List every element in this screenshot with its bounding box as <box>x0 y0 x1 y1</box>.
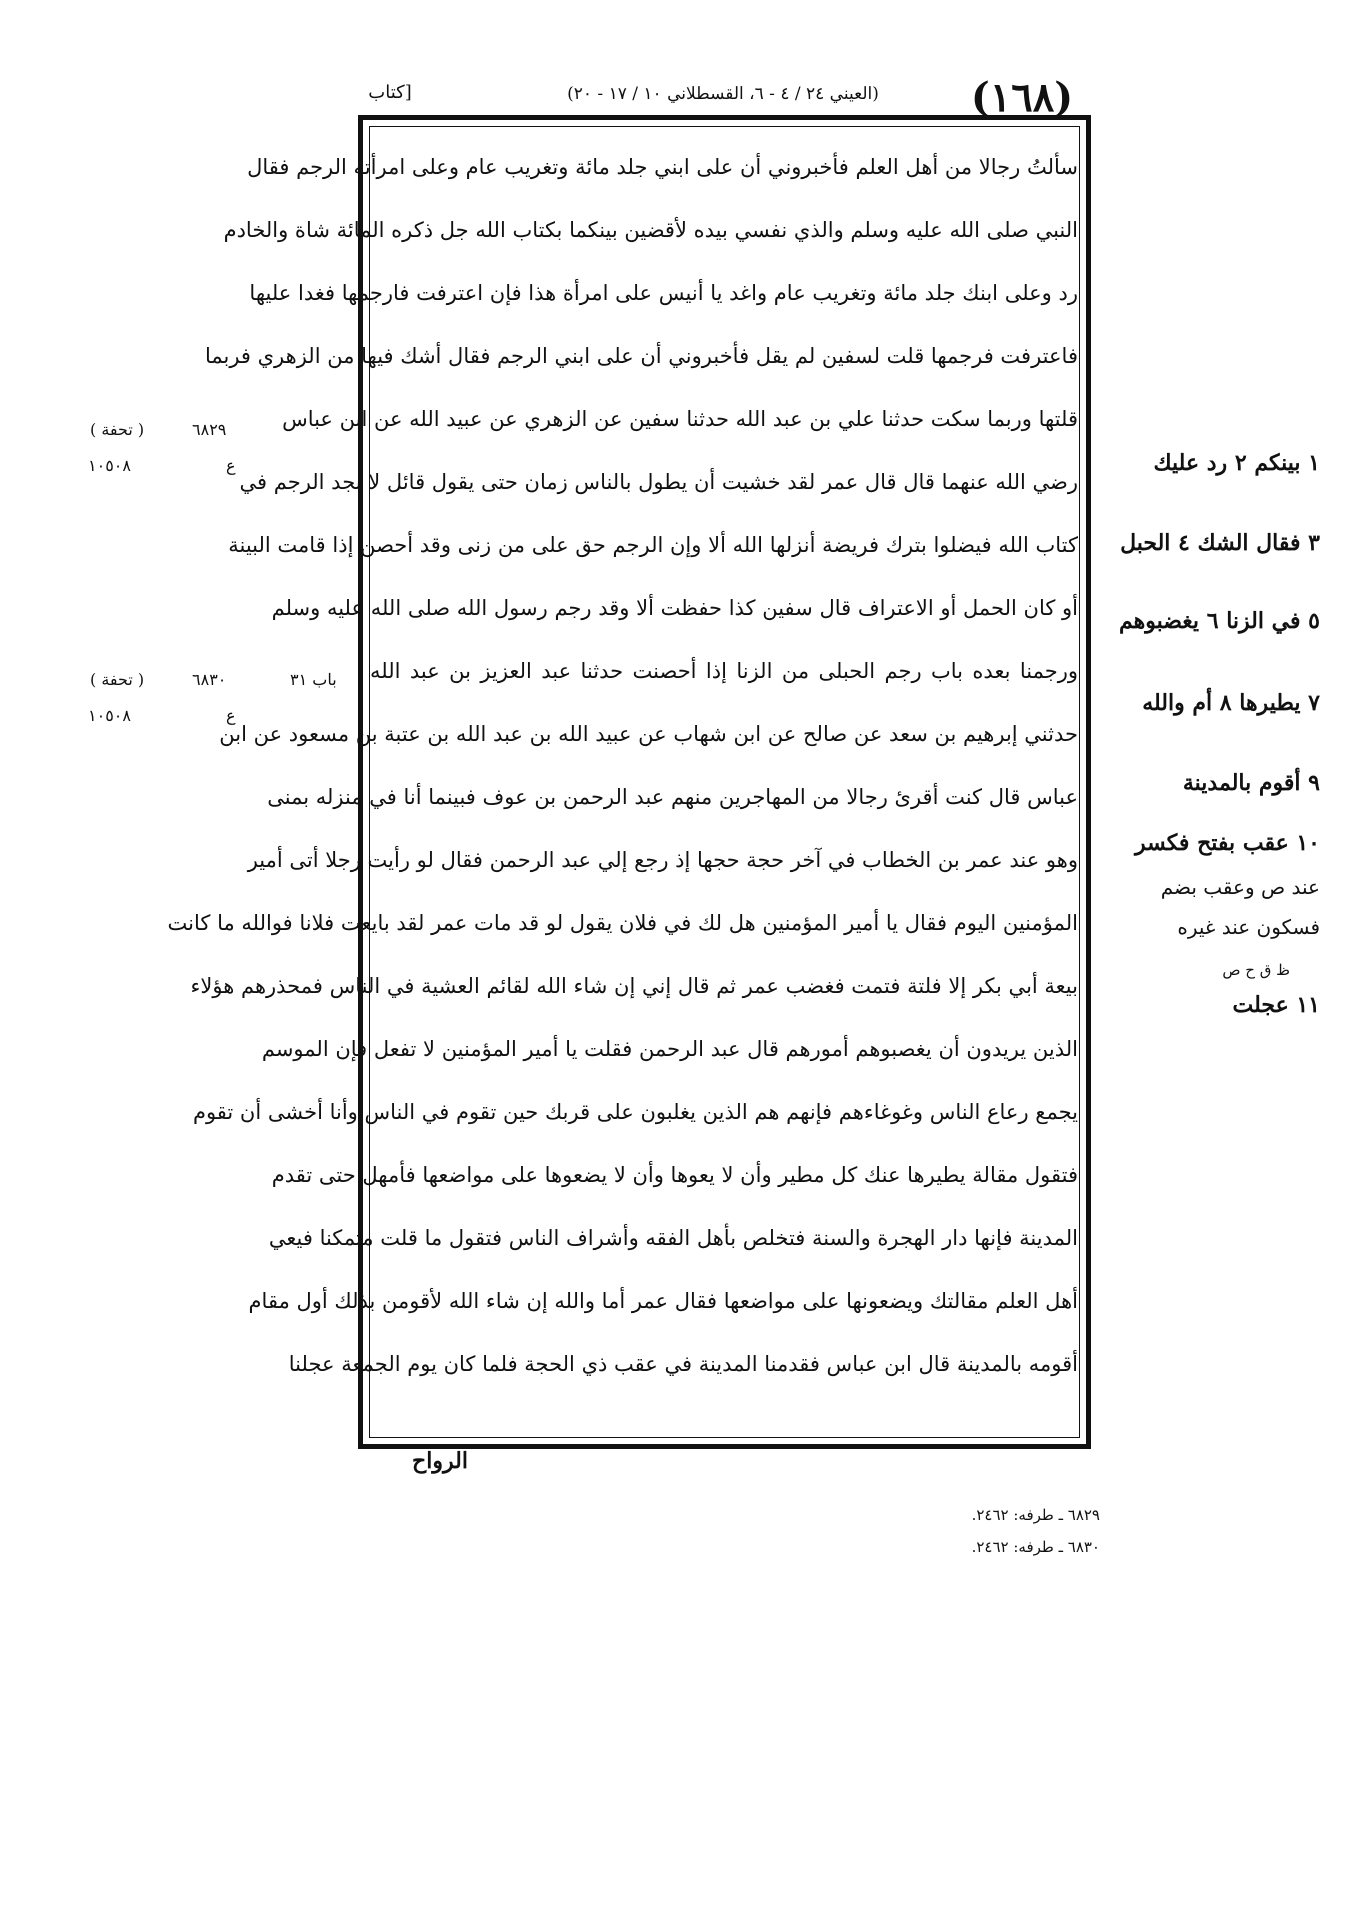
ayn-label: ع <box>226 706 236 725</box>
footnote: ٦٨٢٩ ـ طرفه: ٢٤٦٢. <box>971 1506 1100 1524</box>
text-line: قلتها وربما سكت حدثنا علي بن عبد الله حدثنا سفين عن الزهري عن عبيد الله عن ابن عباس <box>282 407 1078 431</box>
text-line: النبي صلى الله عليه وسلم والذي نفسي بيده لأقضين بينكما بكتاب الله جل ذكره المائة شاة والخادم <box>223 218 1078 242</box>
text-line: عباس قال كنت أقرئ رجالا من المهاجرين منهم عبد الرحمن بن عوف فبينما أنا في منزله بمنى <box>267 785 1078 809</box>
text-line: أو كان الحمل أو الاعتراف قال سفين كذا حفظت ألا وقد رجم رسول الله صلى الله عليه وسلم <box>271 596 1078 620</box>
margin-note: فسكون عند غيره <box>1177 915 1320 939</box>
margin-note: ٣ فقال الشك ٤ الحبل <box>1120 530 1320 556</box>
hadith-number: ٦٨٣٠ <box>192 670 227 689</box>
tuhfa-code: ١٠٥٠٨ <box>88 706 131 725</box>
text-line: يجمع رعاع الناس وغوغاءهم فإنهم هم الذين يغلبون على قربك حين تقوم في الناس وأنا أخشى أن تقوم <box>192 1100 1078 1124</box>
tuhfa-code: ١٠٥٠٨ <box>88 456 131 475</box>
margin-note: ١٠ عقب بفتح فكسر <box>1135 830 1320 856</box>
text-line: رضي الله عنهما قال قال عمر لقد خشيت أن يطول بالناس زمان حتى يقول قائل لا نجد الرجم في <box>239 470 1078 494</box>
text-line: أهل العلم مقالتك ويضعونها على مواضعها فقال عمر أما والله إن شاء الله لأقومن بذلك أول مقام <box>248 1289 1078 1313</box>
header-book-label: [كتاب <box>368 82 412 103</box>
text-line: سألتُ رجالا من أهل العلم فأخبروني أن على ابني جلد مائة وتغريب عام وعلى امرأته الرجم فقال <box>247 155 1078 179</box>
text-line: كتاب الله فيضلوا بترك فريضة أنزلها الله ألا وإن الرجم حق على من زنى وقد أحصن إذا قامت البينة <box>228 533 1078 557</box>
margin-note: عند ص وعقب بضم <box>1160 875 1320 899</box>
catchword: الرواح <box>412 1448 468 1474</box>
margin-note: ٧ يطيرها ٨ أم والله <box>1142 690 1320 716</box>
margin-note: ٥ في الزنا ٦ يغضبوهم <box>1118 608 1320 634</box>
text-line: المدينة فإنها دار الهجرة والسنة فتخلص بأهل الفقه وأشراف الناس فتقول ما قلت متمكنا فيعي <box>268 1226 1078 1250</box>
text-line: أقومه بالمدينة قال ابن عباس فقدمنا المدينة في عقب ذي الحجة فلما كان يوم الجمعة عجلنا <box>288 1352 1078 1376</box>
text-line: ورجمنا بعده باب رجم الحبلى من الزنا إذا أحصنت حدثنا عبد العزيز بن عبد الله <box>370 659 1078 683</box>
text-line: فتقول مقالة يطيرها عنك كل مطير وأن لا يعوها وأن لا يضعوها على مواضعها فأمهل حتى تقدم <box>271 1163 1078 1187</box>
tuhfa-label: ( تحفة ) <box>90 670 145 689</box>
margin-note: ١ بينكم ٢ رد عليك <box>1153 450 1320 476</box>
text-line: المؤمنين اليوم فقال يا أمير المؤمنين هل لك في فلان يقول لو قد مات عمر لقد بايعت فلانا فوالله ما كانت <box>167 911 1078 935</box>
text-line: بيعة أبي بكر إلا فلتة فتمت فغضب عمر ثم قال إني إن شاء الله لقائم العشية في الناس فمحذرهم هؤلاء <box>190 974 1078 998</box>
margin-note: ١١ عجلت <box>1232 992 1320 1018</box>
header-reference: (العيني ٢٤ / ٤ - ٦، القسطلاني ١٠ / ١٧ - ٢٠) <box>567 84 879 104</box>
hadith-number: ٦٨٢٩ <box>192 420 227 439</box>
margin-note: ظ ق ح ص <box>1222 961 1290 979</box>
page-number: (١٦٨) <box>970 74 1074 121</box>
text-line: فاعترفت فرجمها قلت لسفين لم يقل فأخبروني أن على ابني الرجم فقال أشك فيها من الزهري فربما <box>204 344 1078 368</box>
margin-note: ٩ أقوم بالمدينة <box>1182 770 1320 796</box>
footnote: ٦٨٣٠ ـ طرفه: ٢٤٦٢. <box>971 1538 1100 1556</box>
text-line: حدثني إبرهيم بن سعد عن صالح عن ابن شهاب عن عبيد الله بن عبد الله بن عتبة بن مسعود عن ابن <box>219 722 1078 746</box>
text-line: الذين يريدون أن يغصبوهم أمورهم قال عبد الرحمن فقلت يا أمير المؤمنين لا تفعل فإن الموسم <box>261 1037 1078 1061</box>
ayn-label: ع <box>226 456 236 475</box>
text-line: وهو عند عمر بن الخطاب في آخر حجة حجها إذ رجع إلي عبد الرحمن فقال لو رأيت رجلا أتى أمير <box>247 848 1078 872</box>
tuhfa-label: ( تحفة ) <box>90 420 145 439</box>
bab-number: باب ٣١ <box>290 670 337 689</box>
text-line: رد وعلى ابنك جلد مائة وتغريب عام واغد يا أنيس على امرأة هذا فإن اعترفت فارجمها فغدا عليها <box>249 281 1078 305</box>
